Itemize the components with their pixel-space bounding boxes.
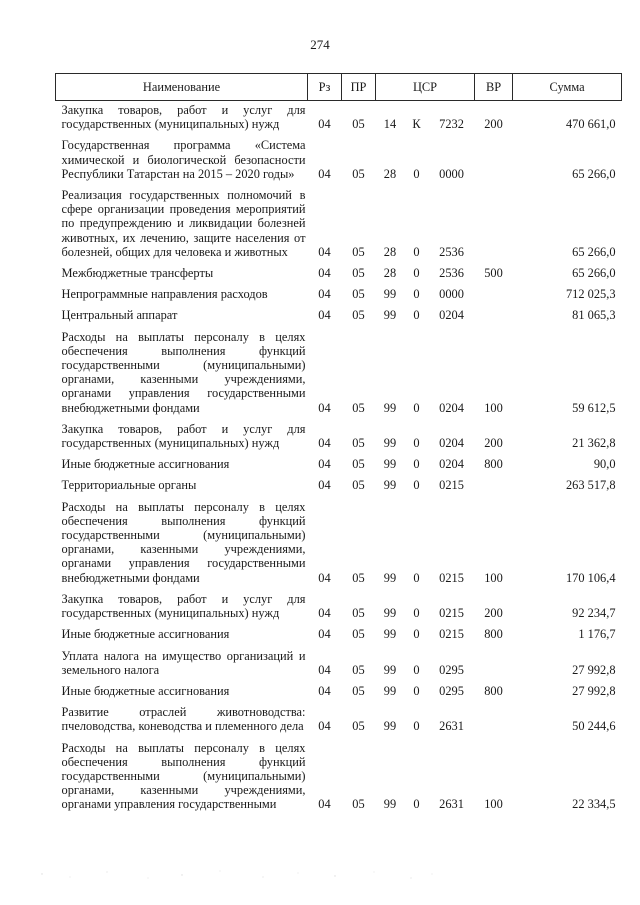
cell-name: Иные бюджетные ассигнования — [61, 627, 230, 642]
cell-vr: 800 — [484, 627, 503, 642]
cell-c3: 2631 — [439, 719, 464, 734]
cell-vr — [475, 476, 513, 497]
cell-rz: 04 — [318, 457, 331, 472]
cell-pr: 05 — [352, 400, 365, 415]
cell-vr: 100 — [484, 400, 503, 415]
cell-c1: 28 — [383, 244, 397, 259]
cell-pr: 05 — [352, 457, 365, 472]
table-row — [56, 682, 622, 703]
cell-sum: 92 234,7 — [572, 606, 616, 621]
cell-sum: 22 334,5 — [572, 797, 616, 812]
cell-c2: 0 — [413, 308, 420, 323]
cell-vr — [475, 136, 513, 186]
cell-name: Закупка товаров, работ и услуг для государственных (муниципальных) нужд — [61, 591, 306, 621]
cell-c3: 0204 — [439, 400, 464, 415]
cell-name: Межбюджетные трансферты — [61, 266, 214, 281]
cell-rz: 04 — [318, 244, 331, 259]
cell-c3: 2536 — [439, 244, 464, 259]
cell-sum: 65 266,0 — [572, 266, 616, 281]
cell-c1: 28 — [383, 266, 397, 281]
budget-table — [55, 73, 622, 817]
cell-c3: 0204 — [439, 308, 464, 323]
cell-c2: 0 — [413, 606, 420, 621]
cell-sum: 81 065,3 — [572, 308, 616, 323]
header-pr: ПР — [342, 74, 376, 101]
header-name: Наименование — [56, 74, 308, 101]
cell-pr: 05 — [352, 662, 365, 677]
cell-c1: 99 — [383, 287, 397, 302]
table-row — [56, 625, 622, 646]
cell-name: Иные бюджетные ассигнования — [61, 683, 230, 698]
header-vr: ВР — [475, 74, 513, 101]
cell-rz: 04 — [318, 436, 331, 451]
cell-c3: 0000 — [439, 166, 464, 181]
header-sum: Сумма — [513, 74, 622, 101]
cell-c3: 0295 — [439, 683, 464, 698]
cell-name: Расходы на выплаты персоналу в целях обеспечения выполнения функций государственными (муниципальными) органами, казенными учреждениями, органами управления государственными внебюджетными фондами — [61, 329, 306, 415]
cell-rz: 04 — [318, 627, 331, 642]
table-row — [56, 328, 622, 420]
cell-c2: 0 — [413, 400, 420, 415]
cell-sum: 170 106,4 — [565, 570, 616, 585]
table-row — [56, 264, 622, 285]
cell-pr: 05 — [352, 627, 365, 642]
table-row — [56, 590, 622, 625]
cell-c3: 0215 — [439, 570, 464, 585]
cell-pr: 05 — [352, 266, 365, 281]
cell-c1: 99 — [383, 683, 397, 698]
cell-pr: 05 — [352, 166, 365, 181]
cell-vr — [475, 703, 513, 738]
cell-name: Расходы на выплаты персоналу в целях обеспечения выполнения функций государственными (муниципальными) органами, казенными учреждениями, органами управления государственными внебюджетными фондами — [61, 499, 306, 585]
cell-sum: 65 266,0 — [572, 244, 616, 259]
cell-pr: 05 — [352, 117, 365, 132]
cell-pr: 05 — [352, 244, 365, 259]
cell-rz: 04 — [318, 287, 331, 302]
cell-sum: 50 244,6 — [572, 719, 616, 734]
cell-rz: 04 — [318, 606, 331, 621]
cell-pr: 05 — [352, 797, 365, 812]
table-header-row — [56, 74, 622, 101]
cell-rz: 04 — [318, 166, 331, 181]
cell-c1: 99 — [383, 478, 397, 493]
cell-sum: 65 266,0 — [572, 166, 616, 181]
table-row — [56, 420, 622, 455]
cell-c1: 99 — [383, 436, 397, 451]
cell-c3: 2631 — [439, 797, 464, 812]
cell-sum: 470 661,0 — [565, 117, 616, 132]
cell-pr: 05 — [352, 287, 365, 302]
cell-rz: 04 — [318, 662, 331, 677]
table-row — [56, 101, 622, 137]
cell-c2: 0 — [413, 166, 420, 181]
cell-c2: 0 — [413, 719, 420, 734]
cell-name: Реализация государственных полномочий в сфере организации проведения мероприятий по предупреждению и ликвидации болезней животных, их лечению, защите населения от болезней, общих для человека и животных — [61, 188, 306, 259]
cell-c2: 0 — [413, 683, 420, 698]
cell-vr: 200 — [484, 117, 503, 132]
cell-rz: 04 — [318, 308, 331, 323]
table-row — [56, 136, 622, 186]
cell-c1: 99 — [383, 400, 397, 415]
cell-pr: 05 — [352, 478, 365, 493]
table-body — [56, 101, 622, 817]
table-row — [56, 455, 622, 476]
cell-vr: 500 — [484, 266, 503, 281]
cell-c3: 0215 — [439, 606, 464, 621]
cell-name: Центральный аппарат — [61, 308, 178, 323]
cell-c3: 0204 — [439, 457, 464, 472]
cell-sum: 263 517,8 — [565, 478, 616, 493]
cell-rz: 04 — [318, 570, 331, 585]
header-csr: ЦСР — [376, 74, 475, 101]
cell-pr: 05 — [352, 570, 365, 585]
cell-name: Непрограммные направления расходов — [61, 287, 268, 302]
cell-c2: 0 — [413, 570, 420, 585]
cell-rz: 04 — [318, 683, 331, 698]
cell-c3: 0295 — [439, 662, 464, 677]
cell-pr: 05 — [352, 606, 365, 621]
cell-rz: 04 — [318, 478, 331, 493]
cell-c2: 0 — [413, 244, 420, 259]
cell-name: Уплата налога на имущество организаций и земельного налога — [61, 648, 306, 677]
header-rz: Рз — [308, 74, 342, 101]
cell-c2: 0 — [413, 266, 420, 281]
cell-c2: 0 — [413, 662, 420, 677]
cell-c2: К — [412, 117, 421, 132]
cell-c3: 7232 — [439, 117, 464, 132]
cell-sum: 27 992,8 — [572, 683, 616, 698]
cell-c1: 14 — [383, 117, 397, 132]
cell-sum: 21 362,8 — [572, 436, 616, 451]
cell-name: Развитие отраслей животноводства: пчеловодства, коневодства и племенного дела — [61, 705, 306, 734]
cell-c3: 0215 — [439, 627, 464, 642]
cell-c3: 2536 — [439, 266, 464, 281]
cell-pr: 05 — [352, 719, 365, 734]
cell-sum: 90,0 — [593, 457, 616, 472]
page-number: 274 — [310, 37, 330, 52]
cell-c2: 0 — [413, 457, 420, 472]
cell-rz: 04 — [318, 266, 331, 281]
cell-c2: 0 — [413, 436, 420, 451]
cell-rz: 04 — [318, 719, 331, 734]
cell-name: Государственная программа «Система химической и биологической безопасности Республики Татарстан на 2015 – 2020 годы» — [61, 138, 306, 181]
cell-c2: 0 — [413, 627, 420, 642]
cell-name: Иные бюджетные ассигнования — [61, 457, 230, 472]
cell-c1: 28 — [383, 166, 397, 181]
cell-c1: 99 — [383, 308, 397, 323]
cell-pr: 05 — [352, 436, 365, 451]
cell-sum: 712 025,3 — [565, 287, 616, 302]
cell-c1: 99 — [383, 606, 397, 621]
cell-c2: 0 — [413, 478, 420, 493]
table-row — [56, 498, 622, 590]
cell-vr: 100 — [484, 797, 503, 812]
cell-sum: 59 612,5 — [572, 400, 616, 415]
cell-vr: 800 — [484, 457, 503, 472]
cell-pr: 05 — [352, 683, 365, 698]
cell-c3: 0000 — [439, 287, 464, 302]
table-row — [56, 647, 622, 682]
cell-rz: 04 — [318, 400, 331, 415]
cell-c1: 99 — [383, 797, 397, 812]
cell-vr — [475, 186, 513, 264]
cell-vr: 200 — [484, 606, 503, 621]
table-row — [56, 476, 622, 497]
cell-sum: 27 992,8 — [572, 662, 616, 677]
cell-vr — [475, 647, 513, 682]
table-row — [56, 186, 622, 264]
table-row — [56, 306, 622, 327]
cell-c2: 0 — [413, 287, 420, 302]
scan-noise — [30, 868, 450, 882]
cell-rz: 04 — [318, 797, 331, 812]
cell-c1: 99 — [383, 570, 397, 585]
cell-name: Закупка товаров, работ и услуг для государственных (муниципальных) нужд — [61, 103, 306, 132]
cell-c1: 99 — [383, 627, 397, 642]
cell-vr — [475, 306, 513, 327]
cell-rz: 04 — [318, 117, 331, 132]
cell-sum: 1 176,7 — [578, 627, 616, 642]
table-row — [56, 739, 622, 817]
cell-name: Территориальные органы — [61, 478, 197, 493]
cell-vr: 200 — [484, 436, 503, 451]
cell-vr — [475, 285, 513, 306]
cell-c3: 0215 — [439, 478, 464, 493]
cell-c1: 99 — [383, 719, 397, 734]
cell-c2: 0 — [413, 797, 420, 812]
cell-vr: 100 — [484, 570, 503, 585]
cell-name: Закупка товаров, работ и услуг для государственных (муниципальных) нужд — [61, 421, 306, 451]
cell-name: Расходы на выплаты персоналу в целях обеспечения выполнения функций государственными (муниципальными) органами, казенными учреждениями, органами управления государственными — [61, 740, 306, 812]
cell-c3: 0204 — [439, 436, 464, 451]
cell-vr: 800 — [484, 683, 503, 698]
cell-pr: 05 — [352, 308, 365, 323]
table-row — [56, 285, 622, 306]
cell-c1: 99 — [383, 457, 397, 472]
cell-c1: 99 — [383, 662, 397, 677]
table-row — [56, 703, 622, 738]
